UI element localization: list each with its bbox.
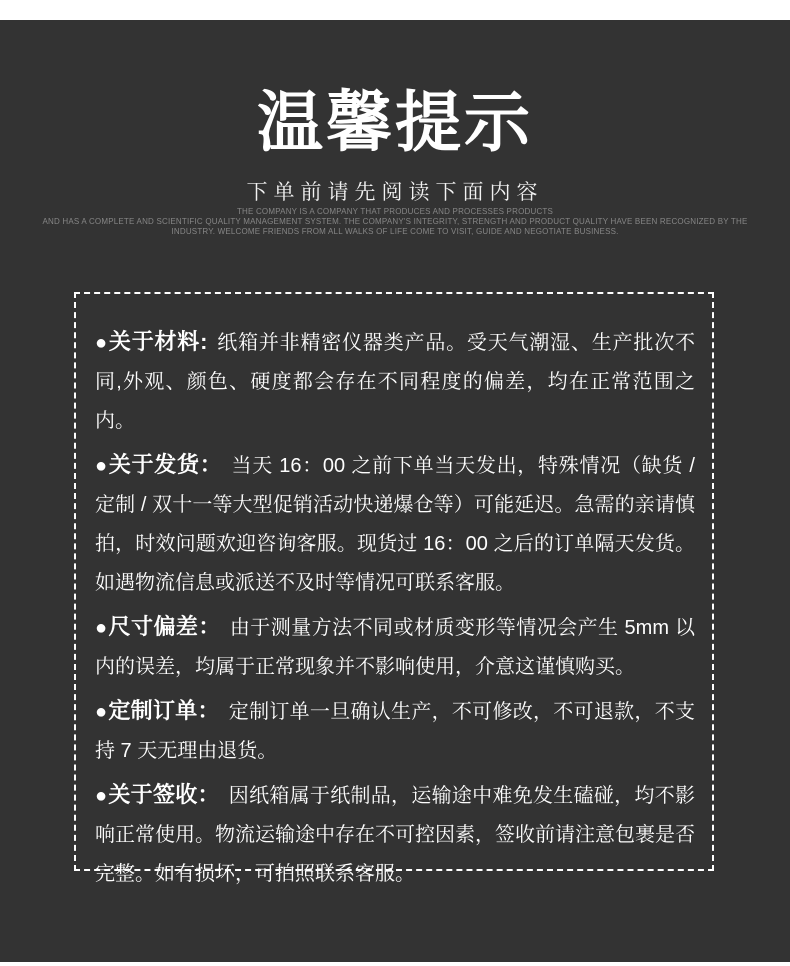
bullet-icon: ● [95, 332, 108, 354]
notice-receipt-text: 因纸箱属于纸制品，运输途中难免发生磕碰，均不影响正常使用。物流运输途中存在不可控因素，签收前请注意包裹是否完整。如有损坏，可拍照联系客服。 [95, 785, 695, 885]
dark-background-panel [0, 20, 790, 962]
notice-size-deviation-label: 尺寸偏差： [108, 614, 221, 639]
notice-materials [95, 322, 695, 441]
english-tagline [0, 207, 790, 237]
notice-size-deviation [95, 607, 695, 687]
notice-receipt-label: 关于签收： [108, 782, 220, 807]
notice-size-deviation-text: 由于测量方法不同或材质变形等情况会产生 5mm 以内的误差，均属于正常现象并不影响使用，介意这谨慎购买。 [95, 617, 695, 678]
bullet-icon: ● [95, 455, 108, 477]
english-tagline-line1: THE COMPANY IS A COMPANY THAT PRODUCES AND PROCESSES PRODUCTS [236, 207, 554, 216]
notice-custom-orders-label: 定制订单： [108, 698, 220, 723]
english-tagline-line2: AND HAS A COMPLETE AND SCIENTIFIC QUALITY MANAGEMENT SYSTEM. THE COMPANY'S INTEGRITY, STRENGTH AND PRODUCT QUALITY HAVE BEEN RECOGNIZED BY THE [42, 217, 748, 226]
english-tagline-line3: INDUSTRY. WELCOME FRIENDS FROM ALL WALKS OF LIFE COME TO VISIT, GUIDE AND NEGOTIATE BUSINESS. [171, 227, 619, 236]
notice-shipping [95, 445, 695, 603]
notice-dashed-box [74, 292, 714, 885]
notice-receipt [95, 775, 695, 894]
notice-shipping-text: 当天 16：00 之前下单当天发出，特殊情况（缺货 / 定制 / 双十一等大型促销活动快递爆仓等）可能延迟。急需的亲请慎拍，时效问题欢迎咨询客服。现货过 16：00 之后的订单隔天发货。如遇物流信息或派送不及时等情况可联系客服。 [95, 455, 695, 594]
notice-shipping-label: 关于发货： [108, 452, 223, 477]
bullet-icon: ● [95, 785, 108, 807]
notice-materials-text: 纸箱并非精密仪器类产品。受天气潮湿、生产批次不同,外观、颜色、硬度都会存在不同程度的偏差，均在正常范围之内。 [95, 332, 695, 432]
bullet-icon: ● [95, 617, 108, 639]
notice-custom-orders-text: 定制订单一旦确认生产，不可修改，不可退款，不支持 7 天无理由退货。 [95, 701, 695, 762]
page-title: 温馨提示 [257, 85, 533, 159]
notice-materials-label: 关于材料: [108, 329, 208, 354]
page-subtitle: 下单前请先阅读下面内容 [246, 181, 544, 204]
bullet-icon: ● [95, 701, 108, 723]
notice-custom-orders [95, 691, 695, 771]
